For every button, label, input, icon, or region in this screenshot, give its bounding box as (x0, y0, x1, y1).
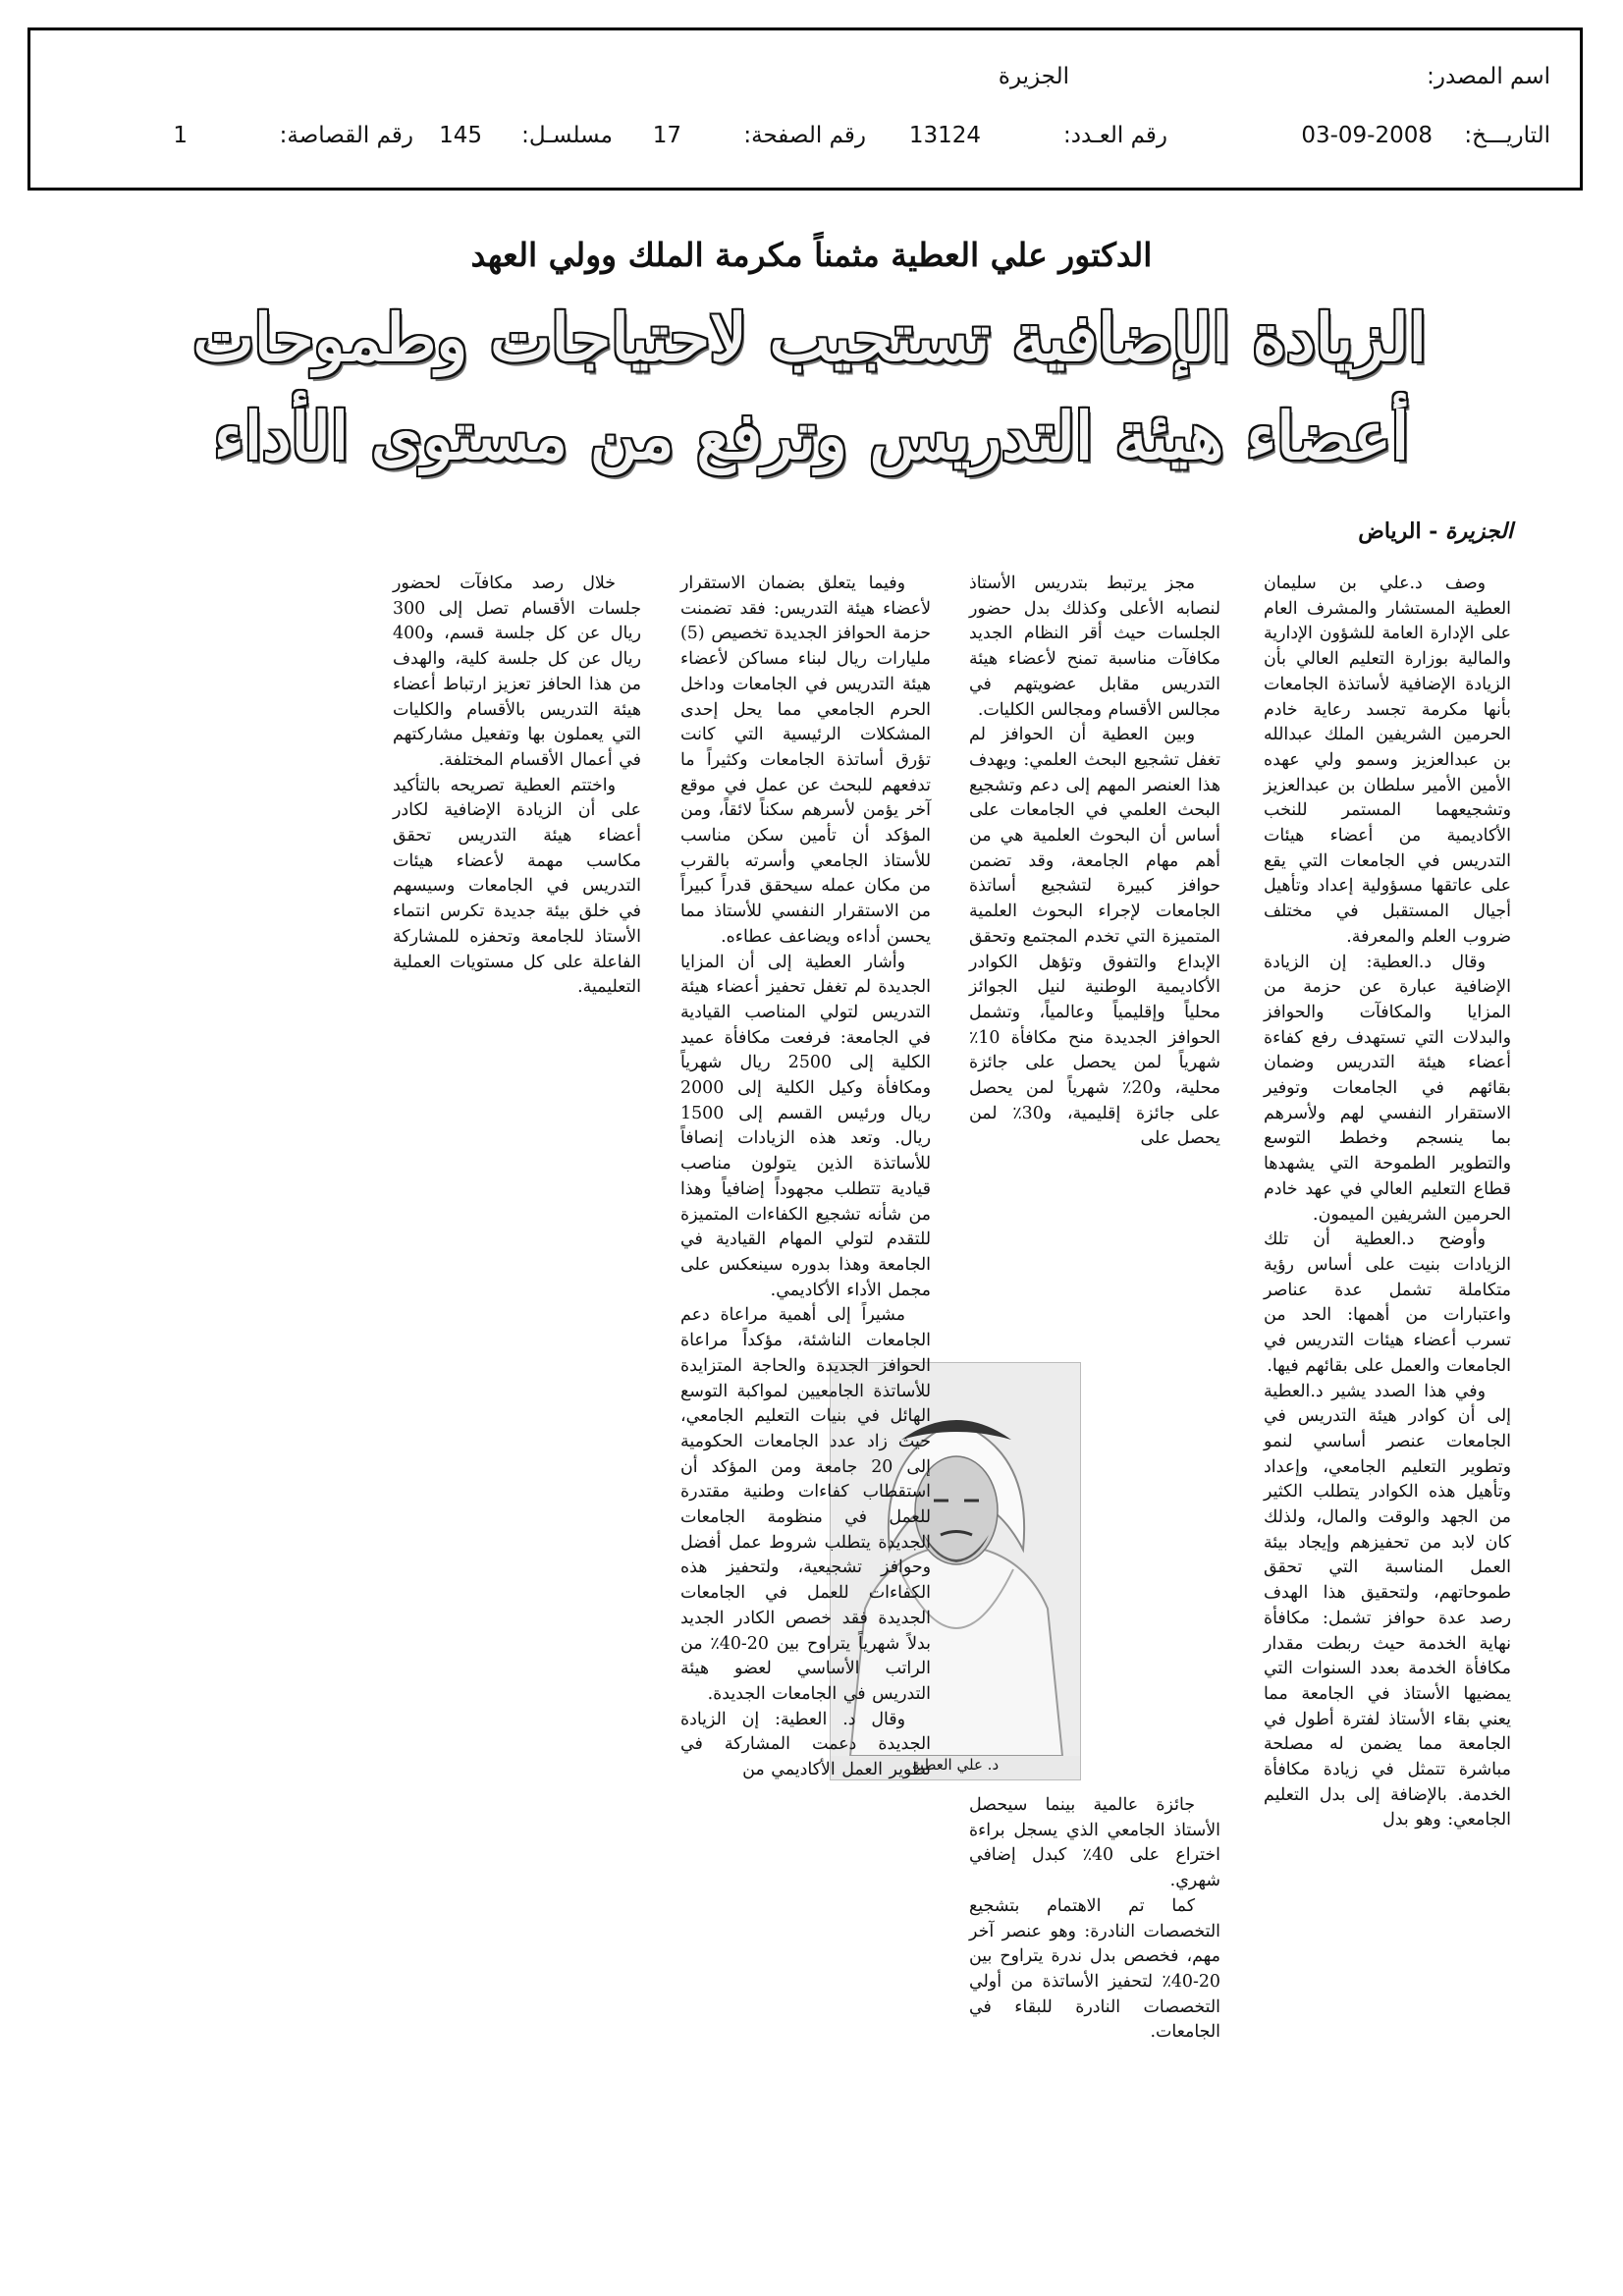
newspaper-logo: الجزيرة (1445, 519, 1513, 544)
paragraph: وقال د. العطية: إن الزيادة الجديدة دعمت المشاركة في تطوير العمل الأكاديمي من (680, 1709, 931, 1780)
clipping-info-box (27, 27, 1583, 191)
paragraph: وقال د.العطية: إن الزيادة الإضافية عبارة عن حزمة من المزايا والمكافآت والحوافز والبدلات التي تستهدف رفع كفاءة أعضاء هيئة التدريس وضمان بقائهم في الجامعات وتوفير الاستقرار النفسي لهم ولأسرهم بما ينسجم وخطط التوسع والتطوير الطموحة التي يشهدها قطاع التعليم العالي في عهد خادم الحرمين الشريفين الميمون. (1264, 952, 1511, 1225)
article-headline-line1: الزيادة الإضافية تستجيب لاحتياجات وطموحات (192, 300, 1427, 376)
paragraph: وأوضح د.العطية أن تلك الزيادات بنيت على أساس رؤية متكاملة تشمل عدة عناصر واعتبارات من أهمها: الحد من تسرب أعضاء هيئات التدريس في الجامعات والعمل على بقائهم فيها. (1264, 1230, 1511, 1376)
photo-caption: د. علي العطية (911, 1756, 1000, 1774)
clip-label: رقم القصاصة: (279, 123, 413, 148)
clip-value: 1 (173, 123, 188, 148)
article-column-4 (393, 572, 641, 1161)
page-value: 17 (652, 123, 681, 148)
article-dateline (1358, 519, 1513, 544)
issue-value: 13124 (908, 123, 981, 148)
source-label: اسم المصدر: (1427, 64, 1550, 89)
article-kicker: الدكتور علي العطية مثمناً مكرمة الملك وولي العهد (470, 236, 1153, 274)
serial-value: 145 (439, 123, 482, 148)
article-column-2 (969, 572, 1220, 1387)
source-value: الجزيرة (998, 64, 1069, 89)
paragraph: وبين العطية أن الحوافز لم تغفل تشجيع البحث العلمي: ويهدف هذا العنصر المهم إلى دعم وتشجيع البحث العلمي في الجامعات على أساس أن البحوث العلمية هي من أهم مهام الجامعة، وقد تضمن حوافز كبيرة لتشجيع أساتذة الجامعات لإجراء البحوث العلمية المتميزة التي تخدم المجتمع وتحقق الإبداع والتفوق وتؤهل الكوادر الأكاديمية الوطنية لنيل الجوائز محلياً وإقليمياً وعالمياً، وتشمل الحوافز الجديدة منح مكافأة 10٪ شهرياً لمن يحصل على جائزة محلية، و20٪ شهرياً لمن يحصل على جائزة إقليمية، و30٪ لمن يحصل على (969, 725, 1220, 1149)
paragraph: خلال رصد مكافآت لحضور جلسات الأقسام تصل إلى 300 ريال عن كل جلسة قسم، و400 ريال عن كل جلسة كلية، والهدف من هذا الحافز تعزيز ارتباط أعضاء هيئة التدريس بالأقسام والكليات التي يعملون بها وتفعيل مشاركتهم في أعمال الأقسام المختلفة. (393, 574, 641, 770)
paragraph: مجز يرتبط بتدريس الأستاذ لنصابه الأعلى وكذلك بدل حضور الجلسات حيث أقر النظام الجديد مكافآت مناسبة تمنح لأعضاء هيئة التدريس مقابل عضويتهم في مجالس الأقسام ومجالس الكليات. (969, 574, 1220, 720)
paragraph: وصف د.علي بن سليمان العطية المستشار والمشرف العام على الإدارة العامة للشؤون الإدارية والمالية بوزارة التعليم العالي بأن الزيادة الإضافية لأساتذة الجامعات بأنها مكرمة تجسد رعاية خادم الحرمين الشريفين الملك عبدالله بن عبدالعزيز وسمو ولي عهده الأمين الأمير سلطان بن عبدالعزيز وتشجيعهما المستمر للنخب الأكاديمية من أعضاء هيئات التدريس في الجامعات التي يقع على عاتقها مسؤولية إعداد وتأهيل أجيال المستقبل في مختلف ضروب العلم والمعرفة. (1264, 574, 1511, 947)
article-headline-line2: أعضاء هيئة التدريس وترفع من مستوى الأداء (213, 398, 1410, 474)
article-column-3 (680, 572, 931, 2251)
article-column-2-continued (969, 1793, 1220, 2046)
paragraph: مشيراً إلى أهمية مراعاة دعم الجامعات الناشئة، مؤكداً مراعاة الحوافز الجديدة والحاجة المتزايدة للأساتذة الجامعيين لمواكبة التوسع الهائل في بنيات التعليم الجامعي، حيث زاد عدد الجامعات الحكومية إلى 20 جامعة ومن المؤكد أن استقطاب كفاءات وطنية مقتدرة للعمل في منظومة الجامعات الجديدة يتطلب شروط عمل أفضل وحوافز تشجيعية، ولتحفيز هذه الكفاءات للعمل في الجامعات الجديدة فقد خصص الكادر الجديد بدلاً شهرياً يتراوح بين 20-40٪ من الراتب الأساسي لعضو هيئة التدريس في الجامعات الجديدة. (680, 1305, 932, 1704)
paragraph: وفي هذا الصدد يشير د.العطية إلى أن كوادر هيئة التدريس في الجامعات عنصر أساسي لنمو وتطوير التعليم الجامعي، وإعداد وتأهيل هذه الكوادر يتطلب الكثير من الجهد والوقت والمال، ولذلك كان لابد من تحفيزهم وإيجاد بيئة العمل المناسبة التي تحقق طموحاتهم، ولتحقيق هذا الهدف رصد عدة حوافز تشمل: مكافأة نهاية الخدمة حيث ربطت مقدار مكافأة الخدمة بعدد السنوات التي يمضيها الأستاذ في الجامعة مما يعني بقاء الأستاذ لفترة أطول في الجامعة مما يضمن له مصلحة مباشرة تتمثل في زيادة مكافأة الخدمة. بالإضافة إلى بدل التعليم الجامعي: وهو بدل (1264, 1381, 1511, 1831)
page-label: رقم الصفحة: (743, 123, 866, 148)
paragraph: وفيما يتعلق بضمان الاستقرار لأعضاء هيئة التدريس: فقد تضمنت حزمة الحوافز الجديدة تخصيص (5) مليارات ريال لبناء مساكن لأعضاء هيئة التدريس في الجامعات وداخل الحرم الجامعي مما يحل إحدى المشكلات الرئيسية التي كانت تؤرق أساتذة الجامعات وكثيراً ما تدفعهم للبحث عن عمل في موقع آخر يؤمن لأسرهم سكناً لائقاً، ومن المؤكد أن تأمين سكن مناسب للأستاذ الجامعي وأسرته بالقرب من مكان عمله سيحقق قدراً كبيراً من الاستقرار النفسي للأستاذ مما يحسن أداءه ويضاعف عطاءه. (680, 574, 931, 947)
paragraph: جائزة عالمية بينما سيحصل الأستاذ الجامعي الذي يسجل براءة اختراع على 40٪ كبدل إضافي شهري. (969, 1795, 1220, 1891)
date-label: التاريـــخ: (1464, 123, 1550, 148)
article-column-1 (1264, 572, 1511, 2241)
paragraph: وأشار العطية إلى أن المزايا الجديدة لم تغفل تحفيز أعضاء هيئة التدريس لتولي المناصب القيادية في الجامعة: فرفعت مكافأة عميد الكلية إلى 2500 ريال شهرياً ومكافأة وكيل الكلية إلى 2000 ريال ورئيس القسم إلى 1500 ريال. وتعد هذه الزيادات إنصافاً للأساتذة الذين يتولون مناصب قيادية تتطلب مجهوداً إضافياً وهذا من شأنه تشجيع الكفاءات المتميزة للتقدم لتولي المهام القيادية في الجامعة وهذا بدوره سينعكس على مجمل الأداء الأكاديمي. (680, 952, 931, 1300)
paragraph: كما تم الاهتمام بتشجيع التخصصات النادرة: وهو عنصر آخر مهم، فخصص بدل ندرة يتراوح بين 20-40٪ لتحفيز الأساتذة من أولي التخصصات النادرة للبقاء في الجامعات. (969, 1895, 1220, 2043)
date-value: 03-09-2008 (1301, 123, 1433, 148)
serial-label: مسلسـل: (521, 123, 613, 148)
paragraph: واختتم العطية تصريحه بالتأكيد على أن الزيادة الإضافية لكادر أعضاء هيئة التدريس تحقق مكاسب مهمة لأعضاء هيئات التدريس في الجامعات وسيسهم في خلق بيئة جديدة تكرس انتماء الأستاذ للجامعة وتحفزه للمشاركة الفاعلة على كل مستويات العملية التعليمية. (393, 775, 641, 998)
dateline-city: - الرياض (1358, 519, 1446, 544)
issue-label: رقم العـدد: (1062, 123, 1167, 148)
